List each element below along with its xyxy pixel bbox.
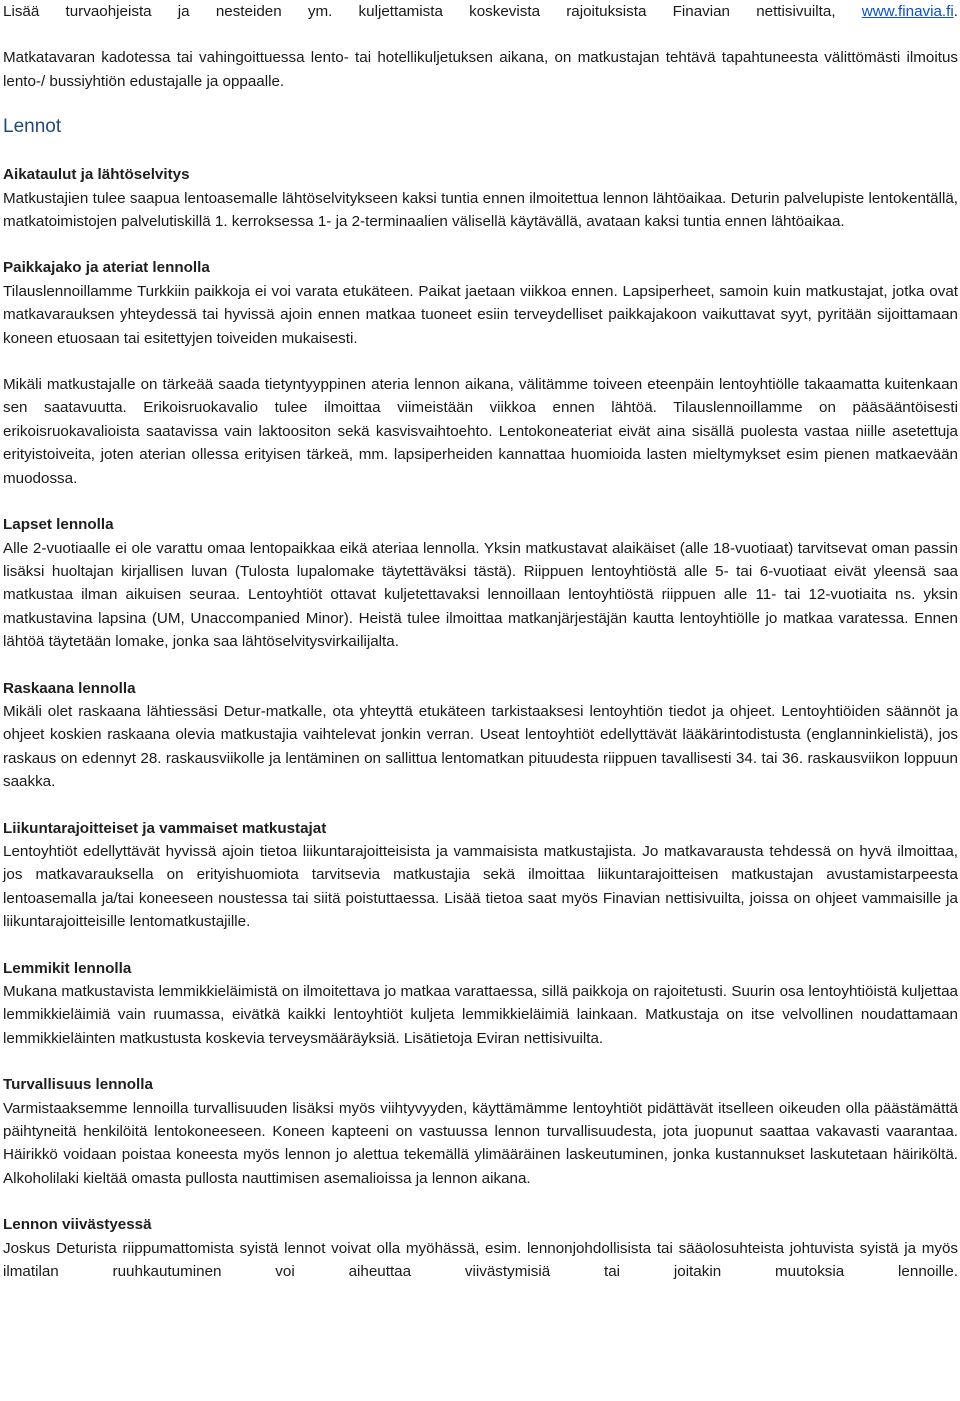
section-aikataulut bbox=[3, 163, 958, 233]
body-turvallisuus: Varmistaaksemme lennoilla turvallisuuden lisäksi myös viihtyvyyden, käyttämämme lentoyhtiöt pidättävät itselleen oikeuden olla päästämättä päihtyneitä henkilöitä lentokoneeseen. Koneen kapteeni on vastuussa lennon turvallisuudesta, jota juopunut saattaa vakavasti vaarantaa. Häirikkö voidaan poistaa koneesta myös lennon jo alettua tekemällä ylimääräinen laskeutuminen, jonka kustannukset laskutetaan häiriköltä. Alkoholilaki kieltää omasta pullosta nauttimisen asemalioissa ja lennon aikana. bbox=[3, 1099, 958, 1187]
body-lemmikit: Mukana matkustavista lemmikkieläimistä on ilmoitettava jo matkaa varattaessa, sillä paikkoja on rajoitetusti. Suurin osa lentoyhtiöistä kuljettaa lemmikkieläimiä vain ruumassa, eivätkä kaikki lentoyhtiöt kuljeta lemmikkieläimiä lainkaan. Matkustaja on itse velvollinen noudattamaan lemmikkieläinten matkustusta koskevia terveysmääräyksiä. Lisätietoja Eviran nettisivuilta. bbox=[3, 983, 958, 1047]
heading-viivastyessa: Lennon viivästyessä bbox=[3, 1216, 152, 1234]
body-paikkajako-2: Mikäli matkustajalle on tärkeää saada tietyntyyppinen ateria lennon aikana, välitämme toiveen eteenpäin lentoyhtiölle takaamatta kuitenkaan sen saatavuutta. Erikoisruokavalio tulee ilmoittaa viimeistään viikkoa ennen lähtöä. Tilauslennoillamme on pääsääntöisesti erikoisruokavalioista saatavissa vain laktoositon sekä kasvisvaihtoehto. Lentokoneateriat eivät aina sisällä puolesta vastaa niille asetettuja erityistoiveita, joten aterian ollessa erityisen tärkeä, mm. lapsiperheiden kannattaa huomioida lasten mieltymykset esim pienen matkaevään muodossa. bbox=[3, 376, 958, 487]
heading-lapset: Lapset lennolla bbox=[3, 516, 114, 534]
body-viivastyessa: Joskus Deturista riippumattomista syistä lennot voivat olla myöhässä, esim. lennonjohdollisista tai sääolosuhteista johtuvista syistä ja myös ilmatilan ruuhkautuminen voi aiheuttaa viivästymisiä tai joitakin muutoksia lennoille. bbox=[3, 1239, 958, 1281]
section-lapset bbox=[3, 513, 958, 653]
intro-link-period: . bbox=[953, 3, 958, 20]
body-liikuntarajoitteiset: Lentoyhtiöt edellyttävät hyvissä ajoin tietoa liikuntarajoitteisista ja vammaisista matkustajista. Jo matkavarausta tehdessä on hyvä ilmoittaa, jos matkavarauksella on erityishuomiota tarvitsevia matkustajia sekä ilmoittaa liikuntarajoitteisen matkustajan avustamistarpeesta lentoasemalla ja/tai koneeseen noustessa tai siitä poistuttaessa. Lisää tietoa saat myös Finavian nettisivuilta, joissa on ohjeet vammaisille ja liikuntarajoitteisille lentomatkustajille. bbox=[3, 842, 958, 931]
finavia-link[interactable]: www.finavia.fi bbox=[861, 3, 954, 20]
heading-aikataulut: Aikataulut ja lähtöselvitys bbox=[3, 166, 190, 184]
section-paikkajako bbox=[3, 256, 958, 490]
intro-paragraph-1 bbox=[3, 0, 958, 23]
section-lemmikit bbox=[3, 957, 958, 1051]
intro-paragraph-2: Matkatavaran kadotessa tai vahingoittuessa lento- tai hotellikuljetuksen aikana, on matkustajan tehtävä tapahtuneesta välittömästi ilmoitus lento-/ bussiyhtiön edustajalle ja oppaalle. bbox=[3, 49, 958, 90]
section-raskaana bbox=[3, 677, 958, 794]
body-raskaana: Mikäli olet raskaana lähtiessäsi Detur-matkalle, ota yhteyttä etukäteen tarkistaaksesi lentoyhtiön tiedot ja ohjeet. Lentoyhtiöiden säännöt ja ohjeet koskien raskaana olevia matkustajia vaihtelevat jonkin verran. Useat lentoyhtiöt edellyttävät lääkärintodistusta (englanninkielistä), jos raskaus on edennyt 28. raskausviikolle ja lentäminen on sallittua lentomatkan pituudesta riippuen tavallisesti 34. tai 36. raskausviikon loppuun saakka. bbox=[3, 702, 958, 791]
heading-raskaana: Raskaana lennolla bbox=[3, 679, 136, 697]
intro-text: Lisää turvaohjeista ja nesteiden ym. kuljettamista koskevista rajoituksista Finavian nettisivuilta, bbox=[3, 3, 836, 20]
heading-lemmikit: Lemmikit lennolla bbox=[3, 959, 132, 977]
heading-paikkajako: Paikkajako ja ateriat lennolla bbox=[3, 259, 210, 277]
body-aikataulut: Matkustajien tulee saapua lentoasemalle lähtöselvitykseen kaksi tuntia ennen ilmoitettua lennon lähtöaikaa. Deturin palvelupiste lentokentällä, matkatoimistojen palvelutiskillä 1. kerroksessa 1- ja 2-terminaalien välisellä käytävällä, avataan kaksi tuntia ennen lähtöaikaa. bbox=[3, 189, 958, 231]
heading-turvallisuus: Turvallisuus lennolla bbox=[3, 1076, 153, 1094]
section-turvallisuus bbox=[3, 1073, 958, 1190]
section-viivastyessa bbox=[3, 1213, 958, 1283]
section-liikuntarajoitteiset bbox=[3, 817, 958, 934]
heading-liikuntarajoitteiset: Liikuntarajoitteiset ja vammaiset matkustajat bbox=[3, 819, 327, 837]
body-paikkajako-1: Tilauslennoillamme Turkkiin paikkoja ei voi varata etukäteen. Paikat jaetaan viikkoa ennen. Lapsiperheet, samoin kuin matkustajat, jotka ovat matkavarauksen yhteydessä tai hyvissä ajoin ennen matkaa tuoneet esiin terveydelliset paikkajakoon vaikuttavat syyt, pyritään sijoittamaan koneen etuosaan tai esitettyjen toiveiden mukaisesti. bbox=[3, 282, 958, 347]
body-lapset: Alle 2-vuotiaalle ei ole varattu omaa lentopaikkaa eikä ateriaa lennolla. Yksin matkustavat alaikäiset (alle 18-vuotiaat) tarvitsevat oman passin lisäksi huoltajan kirjallisen luvan (Tulosta lupalomake täytettäväksi tästä). Riippuen lentoyhtiöstä alle 5- tai 6-vuotiaat eivät yleensä saa matkustaa ilman aikuisen seuraa. Lentoyhtiöt ottavat kuljetettavaksi lennoillaan lentoyhtiöstä riippuen alle 11- tai 12-vuotiaita ns. yksin matkustavina lapsina (UM, Unaccompanied Minor). Heistä tulee ilmoittaa matkanjärjestäjän kautta lentoyhtiölle jo matkaa varatessa. Ennen lähtöä täytetään lomake, jonka saa lähtöselvitysvirkailijalta. bbox=[3, 539, 958, 651]
section-title-lennot: Lennot bbox=[3, 116, 62, 138]
